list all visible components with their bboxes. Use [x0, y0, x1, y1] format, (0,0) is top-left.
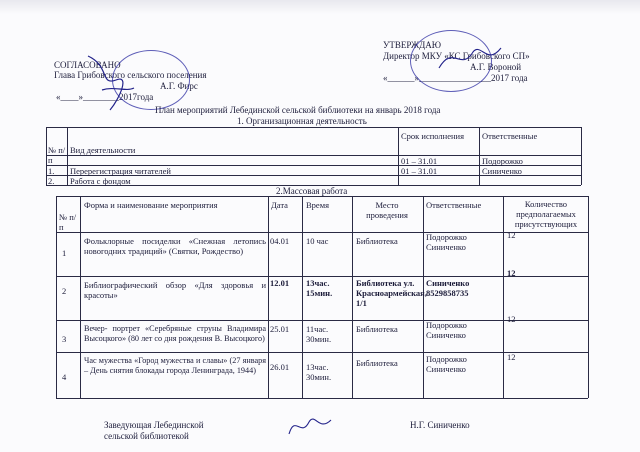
approved-label: УТВЕРЖДАЮ	[383, 40, 442, 50]
right-official-name: А.Г. Вороной	[470, 62, 522, 72]
s2-row3-num: 3	[62, 334, 67, 344]
signature-left	[80, 46, 140, 116]
s1-row1-activity: Перерегистрация читателей	[70, 166, 171, 176]
section2-title: 2.Массовая работа	[276, 186, 348, 196]
s2-row4-count: 12	[507, 352, 516, 362]
section1-title: 1. Организационная деятельность	[237, 116, 367, 126]
s2-row4-responsible: Подорожко Синиченко	[426, 354, 467, 374]
right-official-title: Директор МКУ «КС Грибовского СП»	[383, 51, 530, 61]
s2-row2-date: 12.01	[270, 278, 290, 288]
s2-row3-time: 11час. 30мин.	[306, 324, 332, 344]
s2-header-time: Время	[306, 200, 329, 210]
scan-top-shadow	[0, 0, 640, 14]
agreed-label: СОГЛАСОВАНО	[54, 60, 121, 70]
s2-row4-date: 26.01	[270, 362, 290, 372]
s1-header-responsible: Ответственные	[482, 131, 538, 141]
signature-footer	[285, 412, 335, 442]
s2-header-place: Место проведения	[366, 200, 408, 220]
s2-row3-date: 25.01	[270, 324, 290, 334]
s1-row1-term: 01 – 31.01	[401, 156, 438, 166]
s2-header-responsible: Ответственные	[426, 200, 482, 210]
s1-row2-num: 2.	[48, 176, 55, 186]
s2-row1-responsible: Подорожко Синиченко	[426, 232, 467, 252]
s2-header-num: № п/п	[59, 212, 77, 232]
s2-header-form: Форма и наименование мероприятия	[84, 200, 218, 210]
left-official-title: Глава Грибовского сельского поселения	[54, 70, 207, 80]
s2-row1-count: 12	[507, 230, 516, 240]
s2-row1-num: 1	[62, 248, 67, 258]
s2-row2-count: 12	[507, 268, 516, 278]
s1-row2-activity: Работа с фондом	[70, 176, 131, 186]
s2-row2-form: Библиографический обзор «Для здоровья и красоты»	[84, 280, 266, 300]
s1-row1-num: 1.	[48, 166, 55, 176]
s2-row3-responsible: Подорожко Синиченко	[426, 320, 467, 340]
s2-header-count: Количество предполагаемых присутствующих	[514, 199, 578, 229]
s1-header-activity: Вид деятельности	[70, 145, 136, 155]
s2-row2-responsible: Синиченко 8529858735	[426, 278, 470, 298]
signature-right	[435, 38, 505, 78]
s2-row1-place: Библиотека	[356, 236, 398, 246]
footer-name: Н.Г. Синиченко	[410, 420, 470, 430]
s2-row1-time: 10 час	[306, 236, 329, 246]
s2-row4-time: 13час. 30мин.	[306, 362, 332, 382]
s1-row1-responsible: Подорожко	[482, 156, 523, 166]
s2-row2-time: 13час. 15мин.	[306, 278, 333, 298]
footer-position: Заведующая Лебединской сельской библиотекой	[104, 420, 204, 441]
s2-row1-form: Фольклорные посиделки «Снежная летопись новогодних традиций» (Святки, Рождество)	[84, 236, 266, 256]
s2-row4-place: Библиотека	[356, 358, 398, 368]
s1-row2-responsible: Синиченко	[482, 166, 522, 176]
s2-row2-place: Библиотека ул. Красноармейская, 1/1	[356, 278, 427, 308]
s1-header-term: Срок исполнения	[401, 131, 465, 141]
s2-row2-num: 2	[62, 286, 67, 296]
left-official-name: А.Г. Фирс	[160, 81, 198, 91]
s1-row2-term: 01 – 31.01	[401, 166, 438, 176]
s2-header-date: Дата	[271, 200, 288, 210]
s2-row3-form: Вечер- портрет «Серебряные струны Владимира Высоцкого» (80 лет со дня рождения В. Высоцкого)	[84, 324, 266, 343]
s2-row3-place: Библиотека	[356, 324, 398, 334]
s2-row1-date: 04.01	[270, 236, 290, 246]
right-date-line: «______»________________2017 года	[383, 73, 528, 83]
s2-row4-num: 4	[62, 372, 67, 382]
left-date-line: «____»________2017года	[56, 92, 154, 102]
s2-row3-count: 12	[507, 314, 516, 324]
s2-row4-form: Час мужества «Город мужества и славы» (27 января – День снятия блокады города Ленинграда, 1944)	[84, 356, 266, 375]
s1-header-num: № п/п	[48, 145, 66, 165]
plan-title: План мероприятий Лебединской сельской библиотеки на январь 2018 года	[155, 105, 441, 115]
